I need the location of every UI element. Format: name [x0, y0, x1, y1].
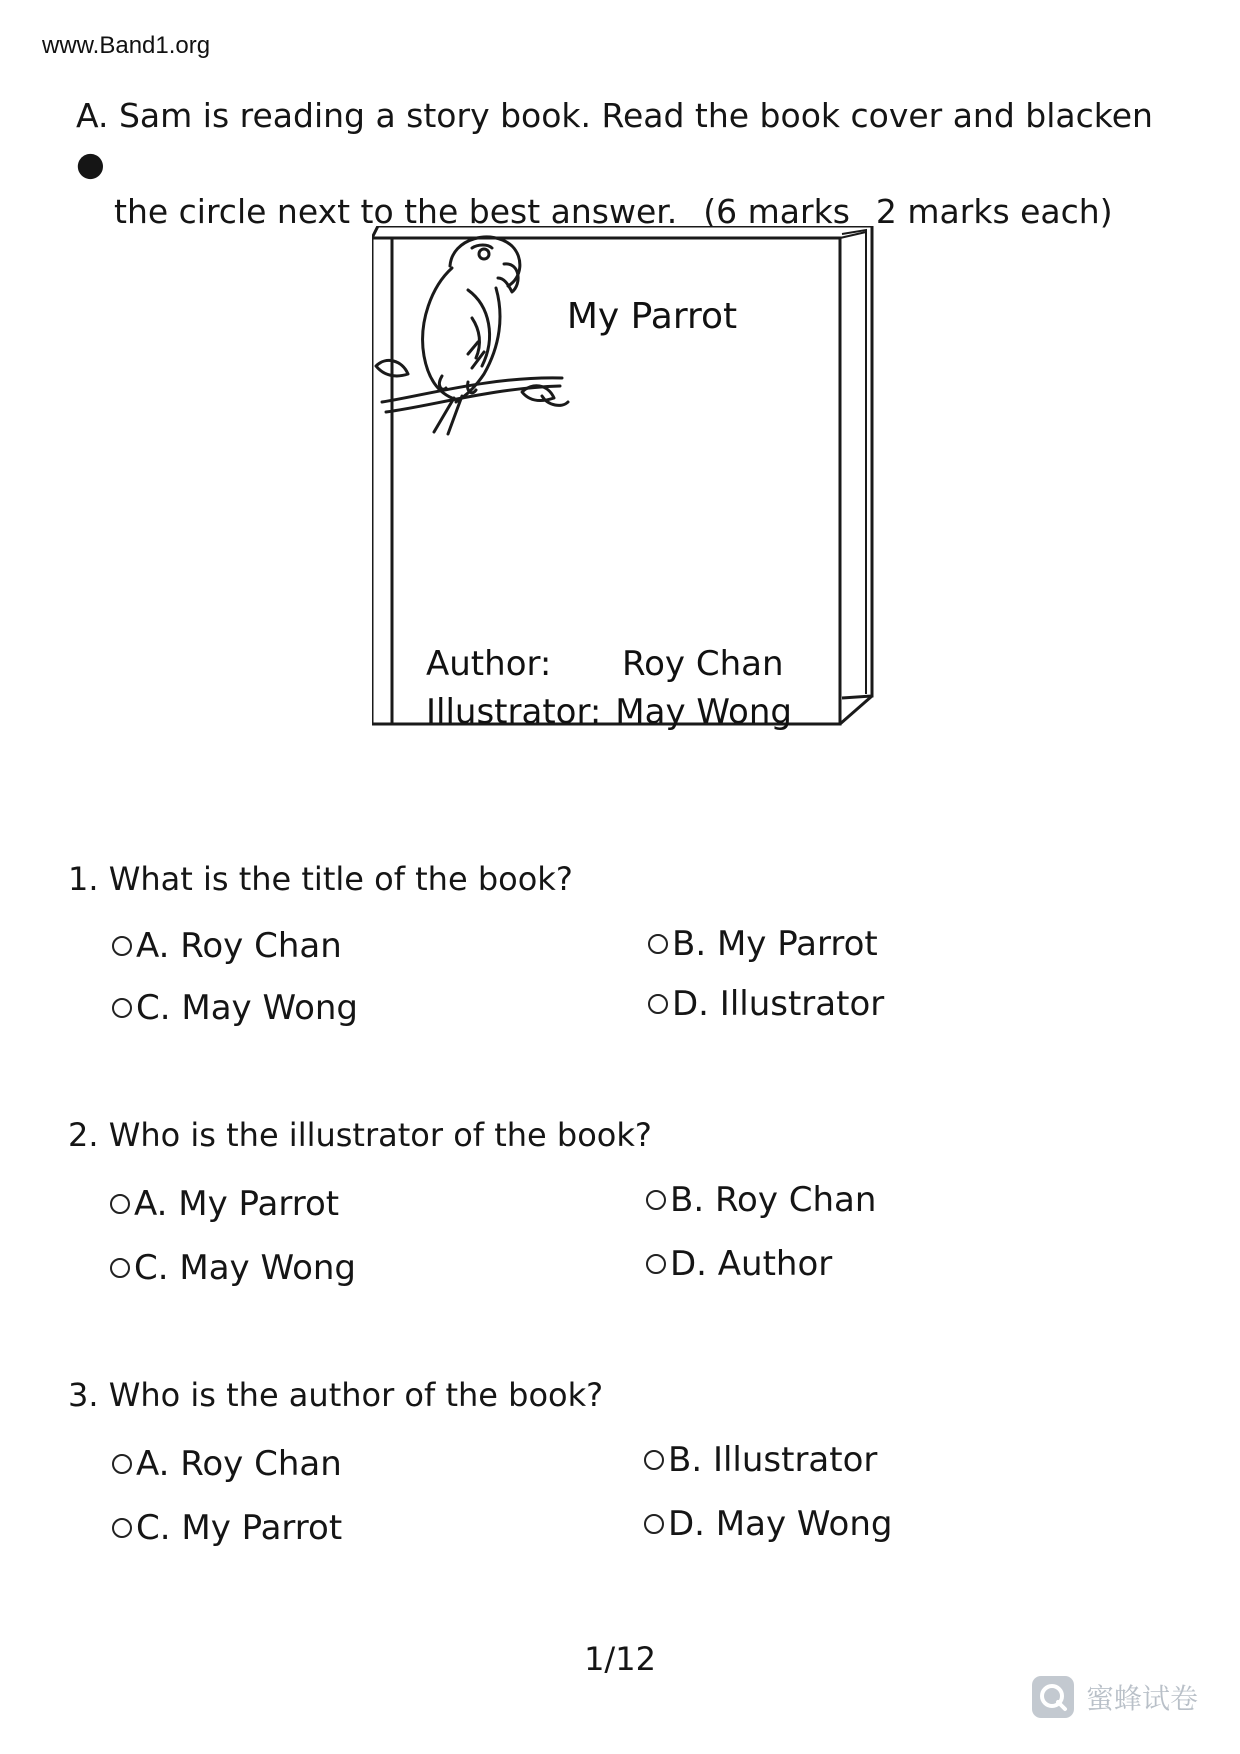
- answer-circle[interactable]: [112, 1518, 132, 1538]
- answer-circle[interactable]: [112, 998, 132, 1018]
- answer-circle[interactable]: [110, 1194, 130, 1214]
- author-name: Roy Chan: [622, 644, 784, 684]
- option-label: A. Roy Chan: [136, 1444, 342, 1484]
- parrot-illustration: [372, 226, 572, 436]
- question-3-option-a[interactable]: [112, 1444, 342, 1484]
- answer-circle[interactable]: [112, 1454, 132, 1474]
- option-label: A. My Parrot: [134, 1184, 340, 1224]
- option-label: D. May Wong: [668, 1504, 893, 1544]
- option-label: D. Illustrator: [672, 984, 885, 1024]
- illustrator-label: Illustrator:: [426, 692, 602, 732]
- answer-circle[interactable]: [648, 994, 668, 1014]
- site-url: www.Band1.org: [42, 32, 211, 59]
- page-number: 1/12: [584, 1640, 656, 1678]
- answer-circle[interactable]: [644, 1450, 664, 1470]
- answer-circle[interactable]: [110, 1258, 130, 1278]
- author-label: Author:: [426, 644, 552, 684]
- watermark-text: 蜜蜂试卷: [1086, 1682, 1199, 1715]
- question-3-option-c[interactable]: [112, 1508, 342, 1548]
- instructions-line1: A. Sam is reading a story book. Read the book cover and blacken ●: [76, 96, 1153, 183]
- search-q-icon: [1030, 1674, 1076, 1720]
- question-2-option-b[interactable]: [646, 1180, 876, 1220]
- illustrator-name: May Wong: [615, 692, 792, 732]
- option-label: B. Illustrator: [668, 1440, 878, 1480]
- option-label: C. May Wong: [136, 988, 359, 1028]
- book-cover: [372, 226, 932, 786]
- answer-circle[interactable]: [112, 936, 132, 956]
- question-2: [68, 1116, 1168, 1154]
- book-title: My Parrot: [566, 296, 738, 337]
- question-2-option-d[interactable]: [646, 1244, 832, 1284]
- answer-circle[interactable]: [644, 1514, 664, 1534]
- question-1-option-c[interactable]: [112, 988, 358, 1028]
- question-text: 1. What is the title of the book?: [68, 860, 573, 898]
- option-label: C. My Parrot: [136, 1508, 343, 1548]
- question-2-option-a[interactable]: [110, 1184, 339, 1224]
- question-1-option-a[interactable]: [112, 926, 342, 966]
- marks-each: 2 marks each): [875, 192, 1113, 231]
- question-1: [68, 860, 1168, 898]
- instructions: [76, 92, 1156, 236]
- question-2-option-c[interactable]: [110, 1248, 356, 1288]
- question-1-option-b[interactable]: [648, 924, 878, 964]
- question-text: 3. Who is the author of the book?: [68, 1376, 604, 1414]
- option-label: D. Author: [670, 1244, 833, 1284]
- option-label: C. May Wong: [134, 1248, 357, 1288]
- option-label: B. Roy Chan: [670, 1180, 877, 1220]
- question-3: [68, 1376, 1168, 1414]
- watermark: [1030, 1674, 1198, 1720]
- question-3-option-d[interactable]: [644, 1504, 892, 1544]
- answer-circle[interactable]: [648, 934, 668, 954]
- book-author: [426, 644, 784, 684]
- question-3-option-b[interactable]: [644, 1440, 877, 1480]
- book-illustrator: [426, 692, 792, 732]
- marks-total: (6 marks: [703, 192, 850, 231]
- answer-circle[interactable]: [646, 1254, 666, 1274]
- question-1-option-d[interactable]: [648, 984, 884, 1024]
- instructions-text: the circle next to the best answer.: [114, 192, 678, 231]
- option-label: A. Roy Chan: [136, 926, 342, 966]
- question-text: 2. Who is the illustrator of the book?: [68, 1116, 652, 1154]
- option-label: B. My Parrot: [672, 924, 878, 964]
- answer-circle[interactable]: [646, 1190, 666, 1210]
